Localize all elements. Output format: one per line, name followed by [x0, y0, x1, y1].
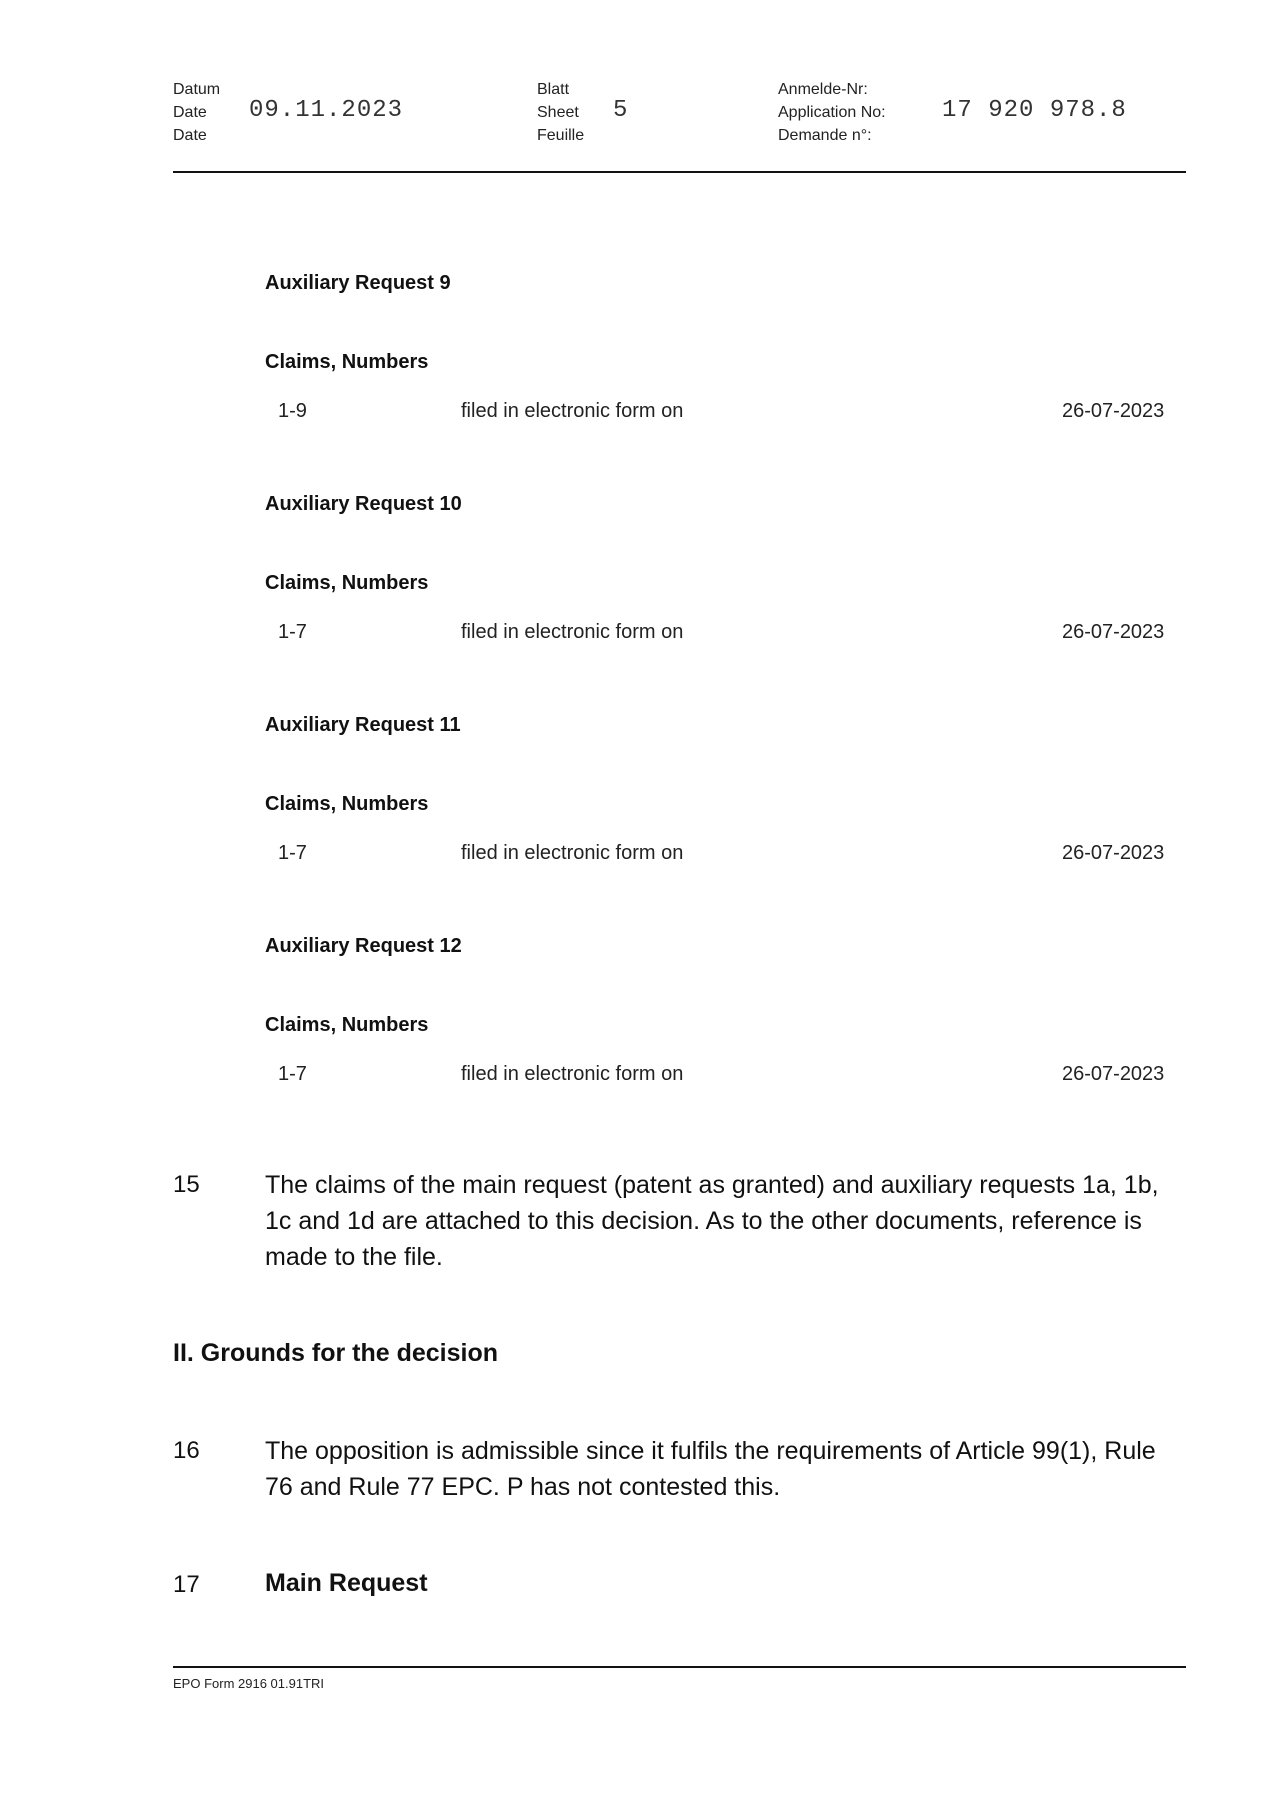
paragraph-16-text: The opposition is admissible since it fulfils the requirements of Article 99(1), Rule 76 and Rule 77 EPC. P has not contested this.	[265, 1437, 1156, 1501]
aux-request-11-date: 26-07-2023	[1062, 842, 1165, 864]
application-label-de: Anmelde-Nr:	[778, 81, 868, 98]
aux-request-10-title: Auxiliary Request 10	[265, 493, 462, 515]
date-value: 09.11.2023	[249, 97, 404, 124]
header-rule	[173, 171, 1186, 173]
aux-request-12-title: Auxiliary Request 12	[265, 935, 462, 957]
paragraph-15-number: 15	[173, 1171, 200, 1198]
aux-request-10-claims: 1-7	[278, 621, 307, 643]
date-label-de: Datum	[173, 81, 221, 98]
aux-request-10-filed-text: filed in electronic form on	[461, 621, 684, 643]
application-number: 17 920 978.8	[942, 97, 1127, 124]
aux-request-11-claims: 1-7	[278, 842, 307, 864]
paragraph-16-number: 16	[173, 1437, 200, 1464]
aux-request-9-filed-text: filed in electronic form on	[461, 400, 684, 422]
aux-request-11-filed-text: filed in electronic form on	[461, 842, 684, 864]
main-request-heading: Main Request	[265, 1569, 428, 1597]
application-label-en: Application No:	[778, 104, 886, 121]
sheet-value: 5	[613, 97, 629, 124]
aux-request-9-claims-heading: Claims, Numbers	[265, 351, 429, 373]
aux-request-12-date: 26-07-2023	[1062, 1063, 1165, 1085]
sheet-label-de: Blatt	[537, 81, 570, 98]
paragraph-15-text: The claims of the main request (patent as granted) and auxiliary requests 1a, 1b, 1c and 1d are attached to this decision. As to the other documents, reference is made to the file.	[265, 1171, 1159, 1271]
aux-request-12-filed-text: filed in electronic form on	[461, 1063, 684, 1085]
application-label-fr: Demande n°:	[778, 127, 872, 144]
aux-request-9-title: Auxiliary Request 9	[265, 272, 451, 294]
aux-request-11-claims-heading: Claims, Numbers	[265, 793, 429, 815]
date-label-fr: Date	[173, 127, 207, 144]
sheet-label-en: Sheet	[537, 104, 579, 121]
section-title: II. Grounds for the decision	[173, 1339, 499, 1367]
form-footer: EPO Form 2916 01.91TRI	[173, 1676, 325, 1691]
sheet-label-fr: Feuille	[537, 127, 585, 144]
aux-request-10-date: 26-07-2023	[1062, 621, 1165, 643]
aux-request-11-title: Auxiliary Request 11	[265, 714, 461, 736]
aux-request-9-date: 26-07-2023	[1062, 400, 1165, 422]
paragraph-17-number: 17	[173, 1571, 200, 1598]
aux-request-12-claims: 1-7	[278, 1063, 307, 1085]
aux-request-10-claims-heading: Claims, Numbers	[265, 572, 429, 594]
aux-request-12-claims-heading: Claims, Numbers	[265, 1014, 429, 1036]
footer-rule	[173, 1666, 1186, 1668]
date-label-en: Date	[173, 104, 207, 121]
aux-request-9-claims: 1-9	[278, 400, 307, 422]
